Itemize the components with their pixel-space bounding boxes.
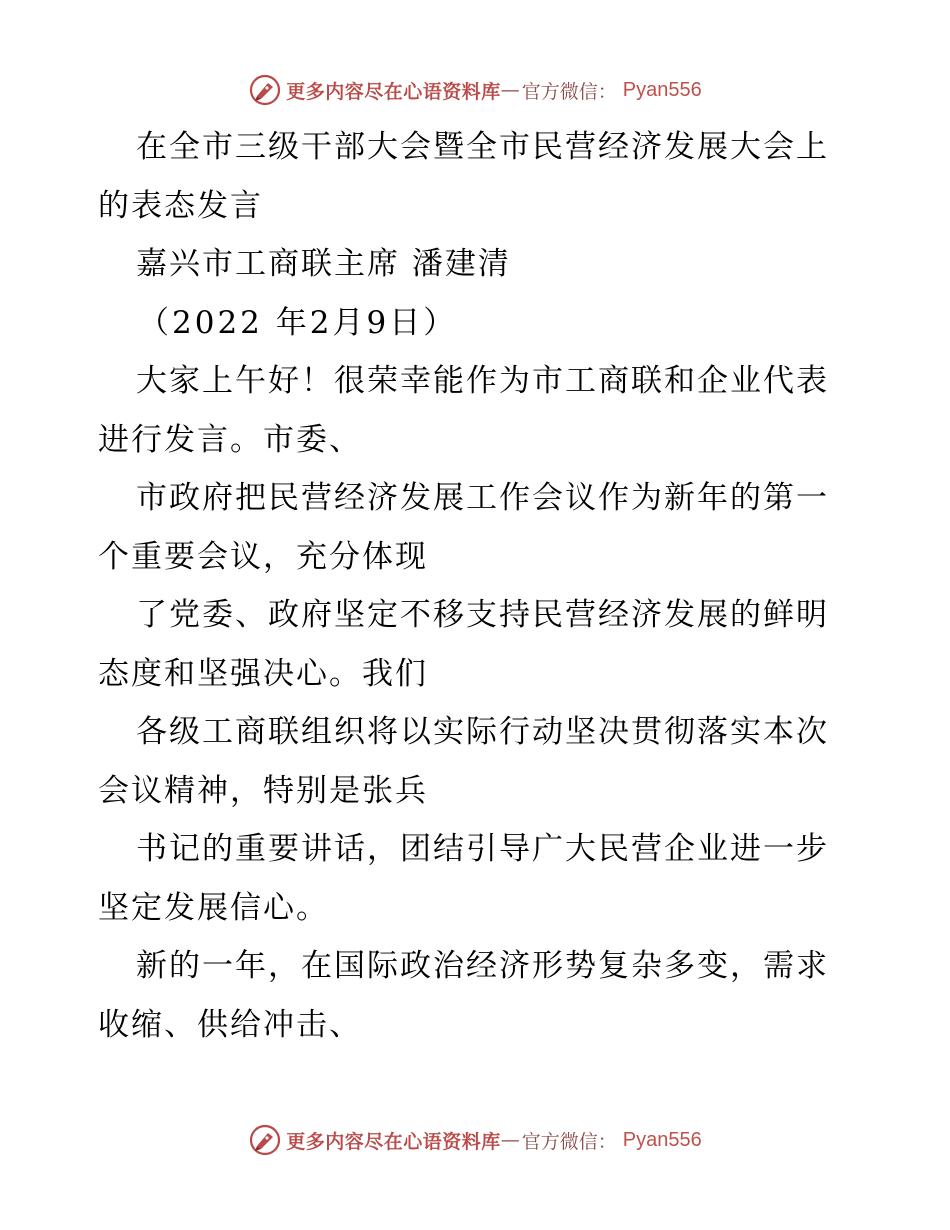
paragraph-line: 进行发言。市委、	[98, 421, 362, 458]
title-line-2: 的表态发言	[98, 187, 263, 224]
watermark-separator: —	[500, 79, 520, 101]
paragraph-line: 书记的重要讲话，团结引导广大民营企业进一步	[136, 831, 829, 867]
watermark-header	[0, 70, 950, 110]
paragraph-line: 坚定发展信心。	[98, 889, 329, 926]
paragraph-line: 收缩、供给冲击、	[98, 1006, 362, 1043]
watermark-text: 更多内容尽在心语资料库	[286, 80, 501, 103]
paragraph-line: 大家上午好！很荣幸能作为市工商联和企业代表	[136, 363, 829, 399]
title-line-1: 在全市三级干部大会暨全市民营经济发展大会上	[136, 129, 829, 165]
watermark-wechat-id: Pyan556	[622, 78, 702, 101]
paragraph-line: 各级工商联组织将以实际行动坚决贯彻落实本次	[136, 714, 829, 750]
paragraph-line: 了党委、政府坚定不移支持民营经济发展的鲜明	[136, 597, 829, 633]
paragraph-line: 会议精神，特别是张兵	[98, 772, 428, 809]
watermark-wechat-label: 官方微信：	[521, 80, 617, 103]
watermark-footer	[0, 1120, 950, 1160]
paragraph-line: 态度和坚强决心。我们	[98, 655, 428, 692]
watermark-text: 更多内容尽在心语资料库	[286, 1130, 501, 1153]
author-line: 嘉兴市工商联主席 潘建清	[136, 246, 511, 282]
pen-nib-icon	[248, 1123, 282, 1157]
watermark-separator: —	[500, 1129, 520, 1151]
paragraph-line: 新的一年，在国际政治经济形势复杂多变，需求	[136, 948, 829, 984]
document-body	[98, 118, 858, 1054]
pen-nib-icon	[248, 73, 282, 107]
paragraph-line: 个重要会议，充分体现	[98, 538, 428, 575]
watermark-wechat-id: Pyan556	[622, 1128, 702, 1151]
watermark-wechat-label: 官方微信：	[521, 1130, 617, 1153]
paragraph-line: 市政府把民营经济发展工作会议作为新年的第一	[136, 480, 829, 516]
date-line: （2022 年2月9日）	[138, 304, 458, 341]
